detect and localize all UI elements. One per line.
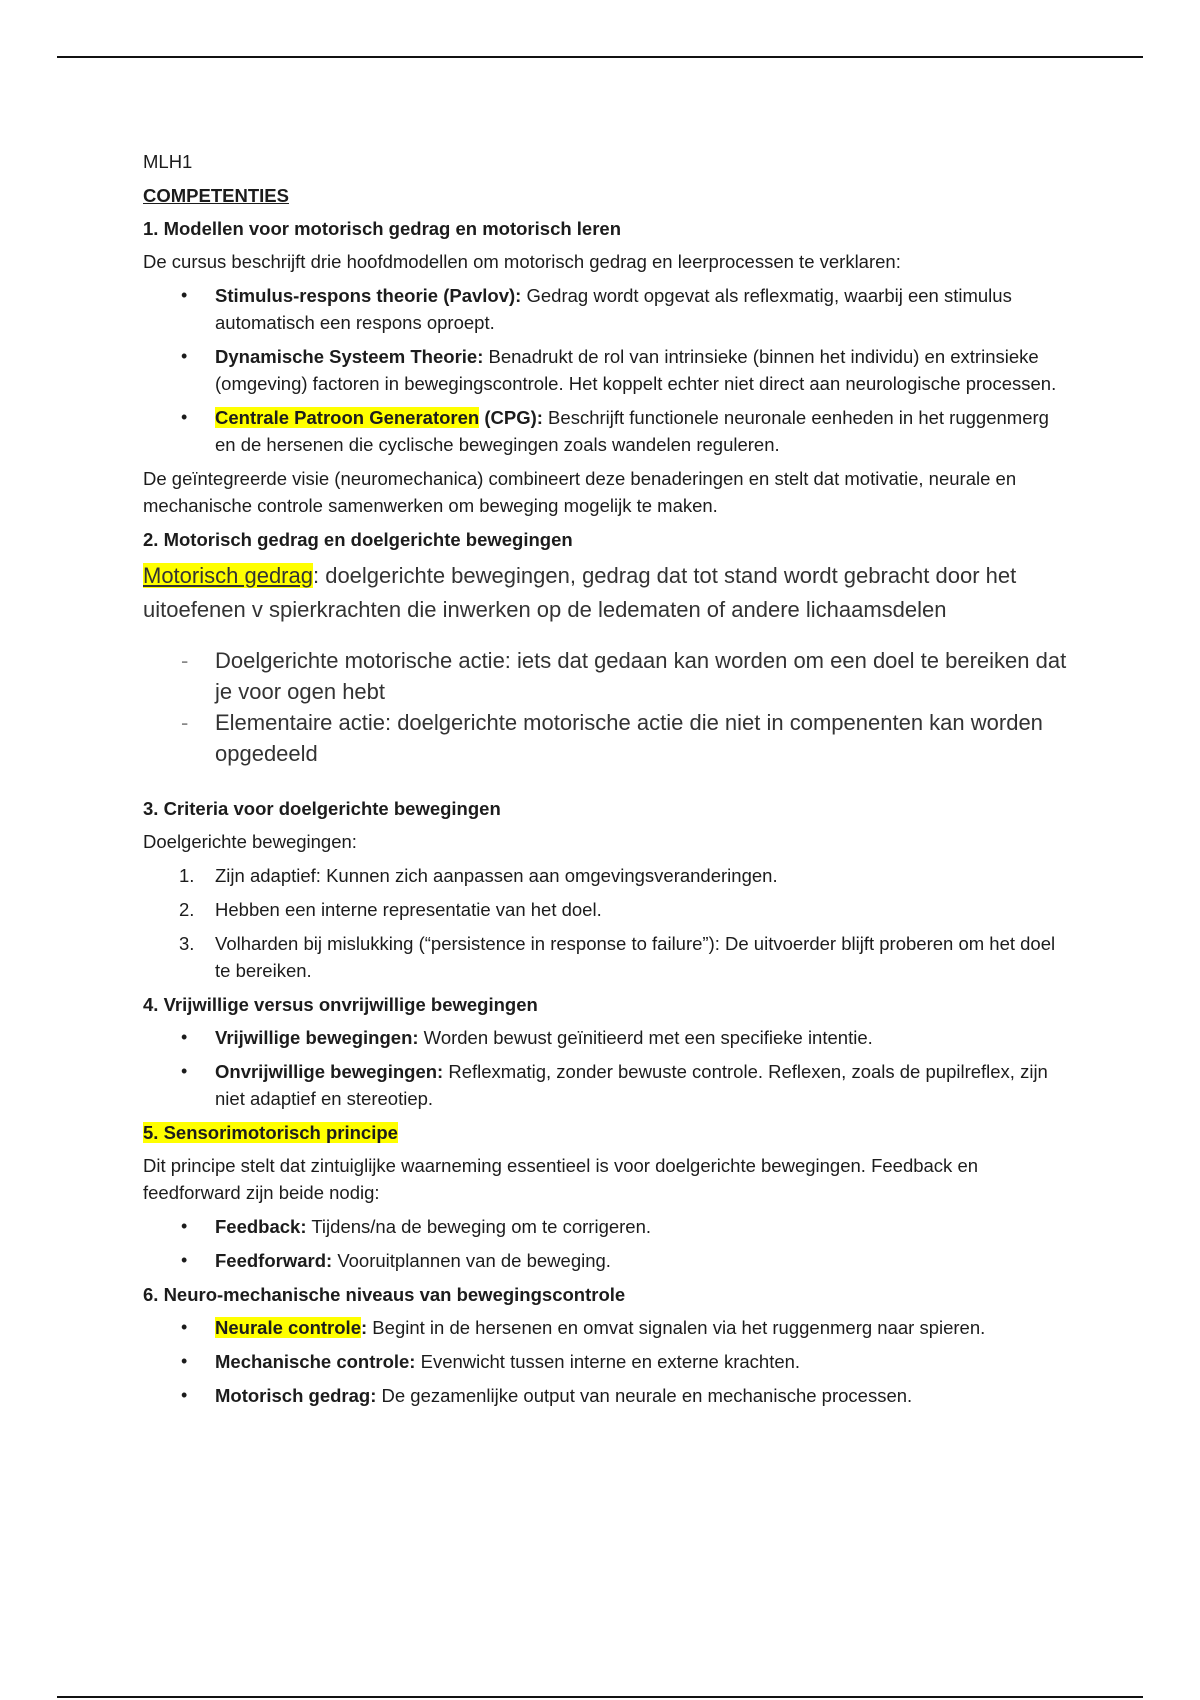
list-item xyxy=(143,1024,1073,1051)
section-2-heading: 2. Motorisch gedrag en doelgerichte bewegingen xyxy=(143,529,573,550)
item-term: Feedback: xyxy=(215,1216,307,1237)
highlighted-heading: 5. Sensorimotorisch principe xyxy=(143,1122,398,1143)
item-term: Motorisch gedrag: xyxy=(215,1385,377,1406)
item-text: Tijdens/na de beweging om te corrigeren. xyxy=(306,1216,652,1237)
list-item xyxy=(143,1058,1073,1112)
header-rule xyxy=(57,56,1143,58)
section-6-heading: 6. Neuro-mechanische niveaus van bewegingscontrole xyxy=(143,1284,626,1305)
item-text: Benadrukt de rol van intrinsieke (binnen het individu) en extrinsieke (omgeving) factoren in bewegingscontrole. Het koppelt echter niet direct aan neurologische processen. xyxy=(215,346,1057,394)
section-1-intro: De cursus beschrijft drie hoofdmodellen om motorisch gedrag en leerprocessen te verklaren: xyxy=(143,251,901,272)
section-5-intro: Dit principe stelt dat zintuiglijke waarneming essentieel is voor doelgerichte bewegingen. Feedback en feedforward zijn beide nodig: xyxy=(143,1155,979,1203)
item-text: Beschrijft functionele neuronale eenheden in het ruggenmerg en de hersenen die cyclische bewegingen zoals wandelen reguleren. xyxy=(215,407,1049,455)
list-item xyxy=(143,343,1073,397)
list-item xyxy=(143,862,1073,889)
section-4-list xyxy=(143,1024,1073,1112)
doc-code: MLH1 xyxy=(143,151,193,172)
list-item xyxy=(143,930,1073,984)
item-term: Feedforward: xyxy=(215,1250,333,1271)
item-text: Zijn adaptief: Kunnen zich aanpassen aan omgevingsveranderingen. xyxy=(215,865,778,886)
item-text: Hebben een interne representatie van het doel. xyxy=(215,899,602,920)
item-number: 1. xyxy=(179,865,195,886)
definition-term: Motorisch gedrag xyxy=(143,563,313,588)
section-2-definition xyxy=(143,559,1073,627)
document-body xyxy=(143,148,1073,1416)
section-1-heading: 1. Modellen voor motorisch gedrag en motorisch leren xyxy=(143,218,622,239)
item-text: Begint in de hersenen en omvat signalen via het ruggenmerg naar spieren. xyxy=(367,1317,986,1338)
doc-title: COMPETENTIES xyxy=(143,185,289,206)
list-item xyxy=(143,1247,1073,1274)
item-text: De gezamenlijke output van neurale en mechanische processen. xyxy=(376,1385,913,1406)
section-1-list xyxy=(143,282,1073,458)
item-term-suffix: (CPG): xyxy=(479,407,543,428)
section-1-outro: De geïntegreerde visie (neuromechanica) combineert deze benaderingen en stelt dat motivatie, neurale en mechanische controle samenwerken om beweging mogelijk te maken. xyxy=(143,468,1017,516)
definition-text: : doelgerichte bewegingen, gedrag dat tot stand wordt gebracht door het uitoefenen v spierkrachten die inwerken op de ledematen of andere lichaamsdelen xyxy=(143,563,1017,622)
item-term: Onvrijwillige bewegingen: xyxy=(215,1061,444,1082)
list-item xyxy=(143,404,1073,458)
item-term: Mechanische controle: xyxy=(215,1351,416,1372)
section-3-list xyxy=(143,862,1073,984)
item-text: Vooruitplannen van de beweging. xyxy=(332,1250,611,1271)
list-item xyxy=(143,896,1073,923)
list-item xyxy=(143,1213,1073,1240)
item-term-highlighted: Neurale controle xyxy=(215,1317,361,1338)
list-item xyxy=(143,1314,1073,1341)
section-5-list xyxy=(143,1213,1073,1274)
item-text: Evenwicht tussen interne en externe krachten. xyxy=(415,1351,801,1372)
section-3-intro: Doelgerichte bewegingen: xyxy=(143,831,357,852)
item-number: 2. xyxy=(179,899,195,920)
item-term: Vrijwillige bewegingen: xyxy=(215,1027,419,1048)
item-term: Dynamische Systeem Theorie: xyxy=(215,346,484,367)
list-item: - Elementaire actie: doelgerichte motorische actie die niet in compenenten kan worden opgedeeld xyxy=(143,707,1073,769)
list-item xyxy=(143,282,1073,336)
item-term-suffix: : xyxy=(361,1317,368,1338)
item-text: Gedrag wordt opgevat als reflexmatig, waarbij een stimulus automatisch een respons oproept. xyxy=(215,285,1012,333)
list-item xyxy=(143,1348,1073,1375)
section-2-list xyxy=(143,645,1073,769)
item-term-highlighted: Centrale Patroon Generatoren xyxy=(215,407,480,428)
footer-rule xyxy=(57,1696,1143,1698)
item-term: Stimulus-respons theorie (Pavlov): xyxy=(215,285,522,306)
item-number: 3. xyxy=(179,933,195,954)
section-3-heading: 3. Criteria voor doelgerichte bewegingen xyxy=(143,798,501,819)
section-5-heading xyxy=(143,1119,1073,1146)
section-6-list xyxy=(143,1314,1073,1409)
item-text: Reflexmatig, zonder bewuste controle. Reflexen, zoals de pupilreflex, zijn niet adaptief en stereotiep. xyxy=(215,1061,1048,1109)
item-text: Volharden bij mislukking (“persistence in response to failure”): De uitvoerder blijft proberen om het doel te bereiken. xyxy=(215,933,1056,981)
list-item xyxy=(143,1382,1073,1409)
list-item: - Doelgerichte motorische actie: iets dat gedaan kan worden om een doel te bereiken dat je voor ogen hebt xyxy=(143,645,1073,707)
item-text: Worden bewust geïnitieerd met een specifieke intentie. xyxy=(418,1027,873,1048)
section-4-heading: 4. Vrijwillige versus onvrijwillige bewegingen xyxy=(143,994,538,1015)
